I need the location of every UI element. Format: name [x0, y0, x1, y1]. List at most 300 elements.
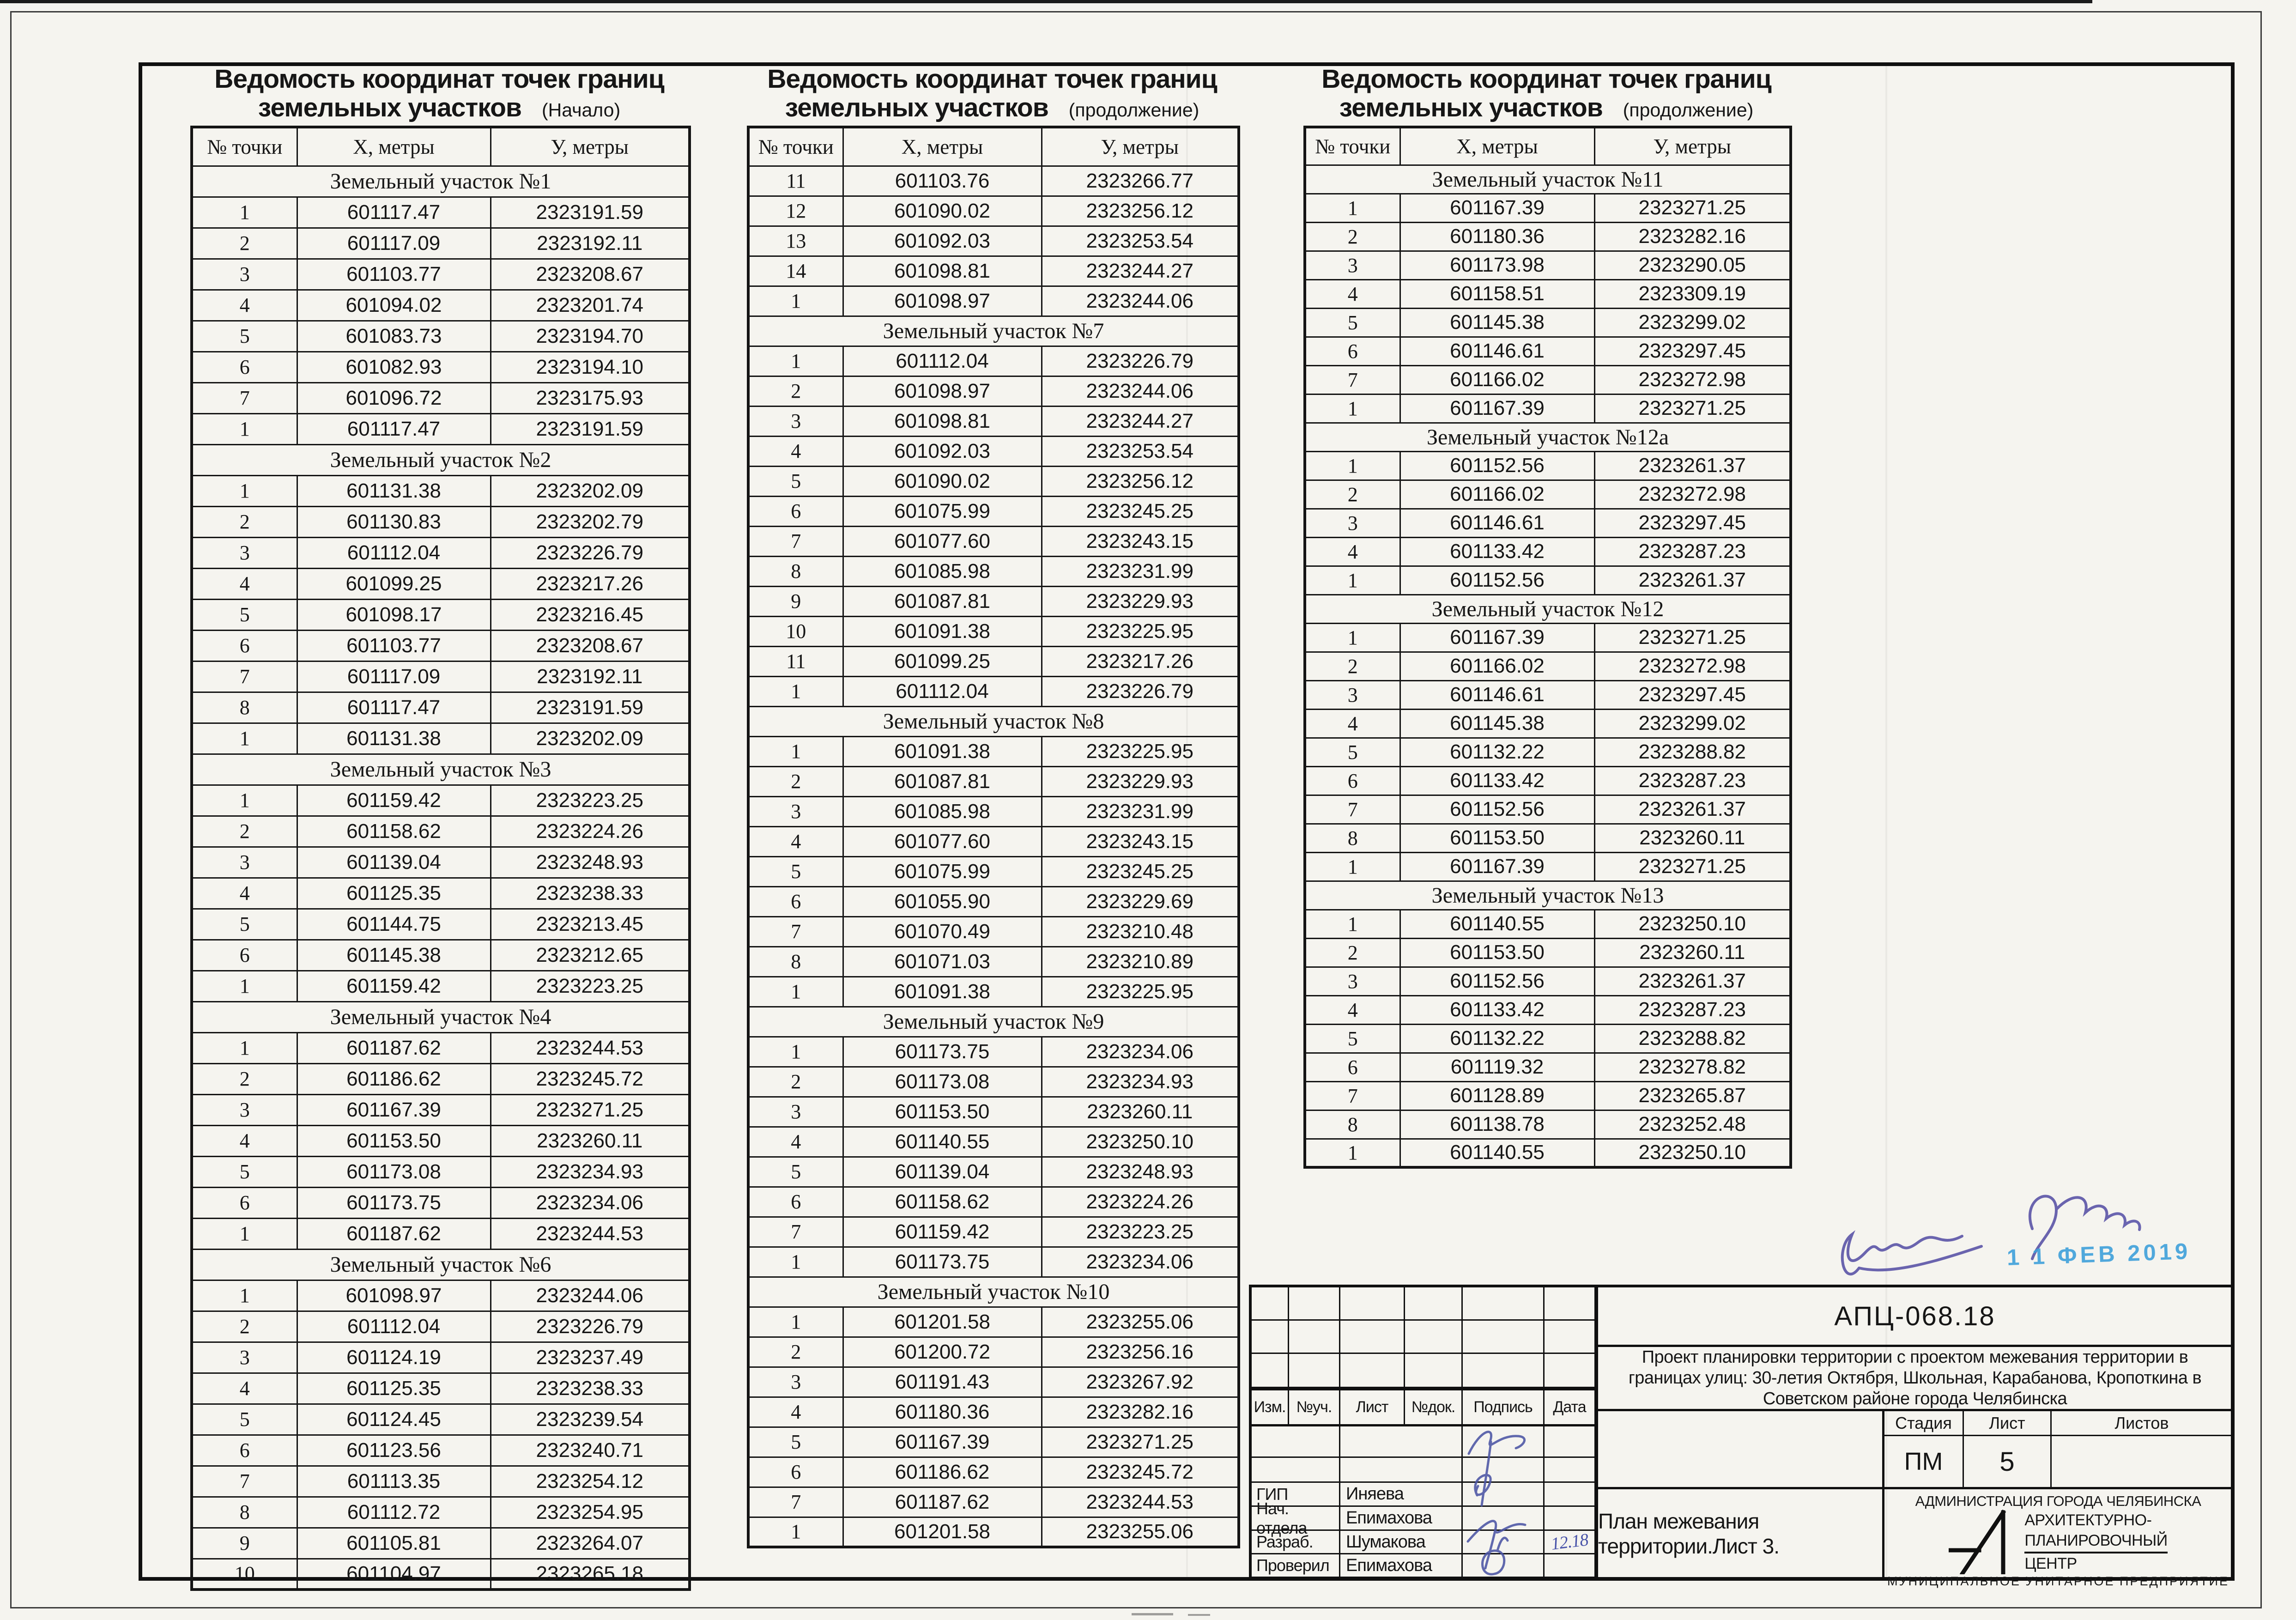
x-cell: 601125.35: [297, 1373, 491, 1404]
point-no-cell: 3: [192, 1342, 297, 1373]
coord-row: [192, 1156, 690, 1187]
x-cell: 601133.42: [1400, 995, 1594, 1024]
y-cell: 2323191.59: [491, 692, 690, 723]
x-cell: 601158.62: [297, 816, 491, 847]
coord-row: [192, 878, 690, 909]
x-cell: 601092.03: [843, 436, 1042, 466]
coord-row: [1305, 824, 1791, 852]
y-cell: 2323271.25: [1042, 1427, 1239, 1457]
x-cell: 601152.56: [1400, 795, 1594, 824]
x-cell: 601153.50: [297, 1125, 491, 1156]
y-cell: 2323226.79: [491, 537, 690, 568]
coord-row: [192, 1218, 690, 1249]
staff-role: Нач. отдела: [1252, 1507, 1340, 1531]
y-cell: 2323250.10: [1042, 1127, 1239, 1157]
table-title: [190, 65, 688, 126]
x-cell: 601173.75: [843, 1247, 1042, 1277]
x-cell: 601099.25: [843, 646, 1042, 676]
x-cell: 601091.38: [843, 977, 1042, 1007]
point-no-cell: 3: [192, 1094, 297, 1125]
point-no-cell: 4: [748, 826, 843, 856]
header-point-no: № точки: [1305, 127, 1400, 165]
coord-row: [748, 496, 1239, 526]
x-cell: 601091.38: [843, 616, 1042, 646]
table-title-line2: земельных участков: [258, 93, 521, 122]
point-no-cell: 6: [1305, 766, 1400, 795]
x-cell: 601132.22: [1400, 738, 1594, 766]
change-header-list: Лист: [1340, 1388, 1405, 1426]
x-cell: 601085.98: [843, 556, 1042, 586]
x-cell: 601167.39: [1400, 623, 1594, 652]
coords-table: [190, 126, 691, 1591]
x-cell: 601153.50: [1400, 824, 1594, 852]
x-cell: 601152.56: [1400, 451, 1594, 480]
section-title-row: [192, 754, 690, 785]
point-no-cell: 7: [192, 1466, 297, 1497]
point-no-cell: 8: [192, 692, 297, 723]
table-title-suffix: (Начало): [541, 99, 621, 121]
signature-cell: [1463, 1531, 1545, 1554]
point-no-cell: 3: [192, 537, 297, 568]
header-point-no: № точки: [192, 127, 297, 166]
x-cell: 601158.62: [843, 1187, 1042, 1217]
x-cell: 601167.39: [297, 1094, 491, 1125]
y-cell: 2323192.11: [491, 661, 690, 692]
section-title-row: [1305, 881, 1791, 910]
x-cell: 601124.19: [297, 1342, 491, 1373]
point-no-cell: 7: [748, 526, 843, 556]
point-no-cell: 2: [748, 1337, 843, 1367]
x-cell: 601112.72: [297, 1497, 491, 1528]
y-cell: 2323260.11: [491, 1125, 690, 1156]
x-cell: 601153.50: [843, 1097, 1042, 1127]
table-header-row: [748, 127, 1239, 166]
y-cell: 2323260.11: [1594, 938, 1791, 967]
change-header-izm: Изм.: [1252, 1388, 1289, 1426]
table-title-line1: Ведомость координат точек границ: [214, 64, 664, 94]
point-no-cell: 2: [1305, 652, 1400, 680]
sheets-label: Листов: [2052, 1411, 2232, 1436]
point-no-cell: 3: [748, 796, 843, 826]
table-title: [1303, 65, 1789, 126]
point-no-cell: 1: [1305, 194, 1400, 222]
x-cell: 601125.35: [297, 878, 491, 909]
y-cell: 2323290.05: [1594, 251, 1791, 279]
y-cell: 2323244.27: [1042, 406, 1239, 436]
x-cell: 601117.47: [297, 197, 491, 228]
point-no-cell: 10: [748, 616, 843, 646]
table-title-line2: земельных участков: [1339, 93, 1603, 122]
y-cell: 2323202.09: [491, 475, 690, 506]
y-cell: 2323234.93: [491, 1156, 690, 1187]
stage-value: ПМ: [1884, 1436, 1964, 1489]
sheet-value: 5: [1964, 1436, 2052, 1489]
coord-row: [748, 1097, 1239, 1127]
point-no-cell: 14: [748, 256, 843, 286]
x-cell: 601087.81: [843, 586, 1042, 616]
y-cell: 2323244.53: [491, 1218, 690, 1249]
x-cell: 601153.50: [1400, 938, 1594, 967]
coord-row: [748, 1157, 1239, 1187]
coord-row: [192, 909, 690, 940]
section-title: Земельный участок №6: [192, 1249, 690, 1280]
y-cell: 2323272.98: [1594, 365, 1791, 394]
y-cell: 2323253.54: [1042, 226, 1239, 256]
sheets-value: [2052, 1436, 2232, 1489]
section-title-row: [192, 1001, 690, 1032]
point-no-cell: 8: [1305, 1110, 1400, 1139]
section-title-row: [1305, 165, 1791, 194]
change-header-nuch: №уч.: [1289, 1388, 1340, 1426]
y-cell: 2323244.06: [1042, 286, 1239, 316]
x-cell: 601173.75: [297, 1187, 491, 1218]
y-cell: 2323250.10: [1594, 910, 1791, 938]
point-no-cell: 6: [1305, 337, 1400, 365]
coord-row: [748, 616, 1239, 646]
point-no-cell: 5: [1305, 308, 1400, 337]
coord-row: [748, 1187, 1239, 1217]
coord-row: [748, 1487, 1239, 1517]
coord-row: [748, 947, 1239, 977]
point-no-cell: 1: [192, 1280, 297, 1311]
y-cell: 2323244.53: [1042, 1487, 1239, 1517]
y-cell: 2323282.16: [1042, 1397, 1239, 1427]
point-no-cell: 6: [192, 1435, 297, 1466]
x-cell: 601104.97: [297, 1559, 491, 1590]
coord-row: [748, 916, 1239, 947]
point-no-cell: 1: [748, 286, 843, 316]
point-no-cell: 7: [748, 1487, 843, 1517]
coord-row: [748, 406, 1239, 436]
point-no-cell: 6: [748, 1187, 843, 1217]
y-cell: 2323278.82: [1594, 1053, 1791, 1081]
section-title-row: [1305, 595, 1791, 623]
y-cell: 2323264.07: [491, 1528, 690, 1559]
y-cell: 2323194.70: [491, 321, 690, 352]
y-cell: 2323261.37: [1594, 967, 1791, 995]
x-cell: 601159.42: [297, 971, 491, 1001]
x-cell: 601145.38: [1400, 709, 1594, 738]
staff-role: ГИП: [1252, 1483, 1340, 1507]
sheet-label: Лист: [1964, 1411, 2052, 1436]
y-cell: 2323265.18: [491, 1559, 690, 1590]
coord-row: [748, 1367, 1239, 1397]
header-y: У, метры: [1042, 127, 1239, 166]
change-table: [1252, 1287, 1596, 1578]
coord-row: [192, 630, 690, 661]
coord-row: [192, 723, 690, 754]
x-cell: 601117.47: [297, 692, 491, 723]
point-no-cell: 8: [748, 556, 843, 586]
x-cell: 601186.62: [843, 1457, 1042, 1487]
document-number: АПЦ-068.18: [1598, 1287, 2232, 1347]
y-cell: 2323225.95: [1042, 616, 1239, 646]
y-cell: 2323245.25: [1042, 496, 1239, 526]
x-cell: 601090.02: [843, 196, 1042, 226]
x-cell: 601166.02: [1400, 365, 1594, 394]
x-cell: 601117.47: [297, 413, 491, 444]
y-cell: 2323226.79: [1042, 676, 1239, 706]
coord-row: [748, 526, 1239, 556]
y-cell: 2323245.25: [1042, 856, 1239, 886]
coord-row: [192, 971, 690, 1001]
section-title: Земельный участок №10: [748, 1277, 1239, 1307]
point-no-cell: 12: [748, 196, 843, 226]
point-no-cell: 8: [1305, 824, 1400, 852]
y-cell: 2323244.06: [1042, 376, 1239, 406]
y-cell: 2323223.25: [491, 971, 690, 1001]
point-no-cell: 2: [192, 816, 297, 847]
point-no-cell: 4: [748, 1127, 843, 1157]
x-cell: 601144.75: [297, 909, 491, 940]
coord-row: [192, 413, 690, 444]
x-cell: 601098.97: [843, 376, 1042, 406]
coord-row: [192, 1528, 690, 1559]
x-cell: 601145.38: [297, 940, 491, 971]
coord-row: [192, 692, 690, 723]
x-cell: 601113.35: [297, 1466, 491, 1497]
point-no-cell: 5: [1305, 738, 1400, 766]
point-no-cell: 5: [748, 1427, 843, 1457]
coord-row: [748, 436, 1239, 466]
coord-row: [192, 847, 690, 878]
coord-row: [748, 196, 1239, 226]
point-no-cell: 5: [748, 466, 843, 496]
coord-row: [748, 1217, 1239, 1247]
section-title: Земельный участок №1: [192, 166, 690, 197]
section-title: Земельный участок №12а: [1305, 423, 1791, 451]
point-no-cell: 1: [1305, 394, 1400, 423]
point-no-cell: 8: [748, 947, 843, 977]
stage-label: Стадия: [1884, 1411, 1964, 1436]
point-no-cell: 9: [748, 586, 843, 616]
point-no-cell: 1: [192, 1218, 297, 1249]
section-title: Земельный участок №11: [1305, 165, 1791, 194]
y-cell: 2323223.25: [491, 785, 690, 816]
point-no-cell: 6: [748, 496, 843, 526]
x-cell: 601070.49: [843, 916, 1042, 947]
y-cell: 2323271.25: [1594, 852, 1791, 881]
point-no-cell: 2: [748, 766, 843, 796]
coord-row: [1305, 766, 1791, 795]
point-no-cell: 4: [192, 1125, 297, 1156]
point-no-cell: 2: [1305, 480, 1400, 509]
coord-row: [1305, 509, 1791, 537]
coord-row: [1305, 394, 1791, 423]
x-cell: 601105.81: [297, 1528, 491, 1559]
x-cell: 601094.02: [297, 290, 491, 321]
point-no-cell: 3: [1305, 251, 1400, 279]
coord-row: [1305, 1110, 1791, 1139]
point-no-cell: 5: [192, 599, 297, 630]
x-cell: 601146.61: [1400, 509, 1594, 537]
coord-row: [1305, 308, 1791, 337]
coord-row: [1305, 795, 1791, 824]
x-cell: 601124.45: [297, 1404, 491, 1435]
y-cell: 2323261.37: [1594, 451, 1791, 480]
y-cell: 2323271.25: [1594, 194, 1791, 222]
y-cell: 2323191.59: [491, 197, 690, 228]
x-cell: 601128.89: [1400, 1081, 1594, 1110]
y-cell: 2323217.26: [1042, 646, 1239, 676]
title-block: [1249, 1285, 2235, 1588]
y-cell: 2323229.93: [1042, 586, 1239, 616]
point-no-cell: 7: [1305, 365, 1400, 394]
header-x: Х, метры: [1400, 127, 1594, 165]
table-title: [747, 65, 1237, 126]
y-cell: 2323256.12: [1042, 466, 1239, 496]
section-title: Земельный участок №3: [192, 754, 690, 785]
coord-row: [1305, 222, 1791, 251]
change-header-data: Дата: [1545, 1388, 1596, 1426]
staff-name: Иняева: [1340, 1483, 1463, 1507]
point-no-cell: 1: [1305, 1139, 1400, 1167]
coord-row: [748, 466, 1239, 496]
point-no-cell: 4: [748, 1397, 843, 1427]
x-cell: 601145.38: [1400, 308, 1594, 337]
point-no-cell: 1: [192, 785, 297, 816]
change-header-ndok: №док.: [1405, 1388, 1463, 1426]
signature-cell: [1463, 1483, 1545, 1507]
coord-row: [1305, 680, 1791, 709]
table-title-line2: земельных участков: [785, 93, 1048, 122]
apc-logo-icon: [1949, 1510, 2018, 1574]
y-cell: 2323234.06: [1042, 1037, 1239, 1067]
coord-row: [192, 321, 690, 352]
x-cell: 601167.39: [1400, 852, 1594, 881]
coord-row: [192, 1559, 690, 1590]
coord-row: [1305, 279, 1791, 308]
y-cell: 2323253.54: [1042, 436, 1239, 466]
y-cell: 2323254.95: [491, 1497, 690, 1528]
x-cell: 601077.60: [843, 826, 1042, 856]
y-cell: 2323245.72: [491, 1063, 690, 1094]
coord-row: [192, 1094, 690, 1125]
x-cell: 601166.02: [1400, 480, 1594, 509]
point-no-cell: 2: [1305, 222, 1400, 251]
y-cell: 2323194.10: [491, 352, 690, 382]
scan-mark: [1132, 1613, 1173, 1615]
point-no-cell: 1: [1305, 910, 1400, 938]
coord-row: [192, 1063, 690, 1094]
coord-row: [748, 1247, 1239, 1277]
coord-row: [1305, 709, 1791, 738]
x-cell: 601083.73: [297, 321, 491, 352]
coord-row: [748, 1427, 1239, 1457]
point-no-cell: 3: [192, 259, 297, 290]
point-no-cell: 7: [748, 916, 843, 947]
coord-row: [192, 1280, 690, 1311]
x-cell: 601173.75: [843, 1037, 1042, 1067]
coord-row: [1305, 566, 1791, 595]
y-cell: 2323226.79: [1042, 346, 1239, 376]
point-no-cell: 3: [1305, 680, 1400, 709]
x-cell: 601167.39: [1400, 394, 1594, 423]
point-no-cell: 5: [192, 321, 297, 352]
y-cell: 2323240.71: [491, 1435, 690, 1466]
x-cell: 601133.42: [1400, 537, 1594, 566]
x-cell: 601139.04: [297, 847, 491, 878]
coord-row: [192, 1187, 690, 1218]
x-cell: 601133.42: [1400, 766, 1594, 795]
point-no-cell: 6: [748, 1457, 843, 1487]
x-cell: 601132.22: [1400, 1024, 1594, 1053]
coord-row: [192, 785, 690, 816]
point-no-cell: 1: [748, 1247, 843, 1277]
x-cell: 601103.77: [297, 259, 491, 290]
point-no-cell: 7: [192, 382, 297, 413]
scan-mark: [1188, 1614, 1210, 1616]
signature-cell: [1463, 1507, 1545, 1531]
coords-table: [747, 126, 1240, 1548]
y-cell: 2323265.87: [1594, 1081, 1791, 1110]
point-no-cell: 1: [748, 736, 843, 766]
point-no-cell: 1: [1305, 566, 1400, 595]
y-cell: 2323288.82: [1594, 1024, 1791, 1053]
coord-row: [192, 506, 690, 537]
coord-row: [748, 586, 1239, 616]
coord-row: [192, 382, 690, 413]
y-cell: 2323213.45: [491, 909, 690, 940]
y-cell: 2323210.89: [1042, 947, 1239, 977]
x-cell: 601098.97: [843, 286, 1042, 316]
coord-row: [192, 537, 690, 568]
point-no-cell: 4: [192, 568, 297, 599]
coord-row: [1305, 995, 1791, 1024]
y-cell: 2323192.11: [491, 228, 690, 259]
coord-row: [748, 286, 1239, 316]
y-cell: 2323244.06: [491, 1280, 690, 1311]
coord-row: [748, 1397, 1239, 1427]
header-x: Х, метры: [843, 127, 1042, 166]
coord-row: [1305, 910, 1791, 938]
header-y: У, метры: [1594, 127, 1791, 165]
coord-row: [192, 1032, 690, 1063]
point-no-cell: 5: [192, 909, 297, 940]
x-cell: 601098.81: [843, 256, 1042, 286]
coord-row: [748, 226, 1239, 256]
revision-cell: [1252, 1321, 1289, 1354]
point-no-cell: 11: [748, 166, 843, 196]
y-cell: 2323261.37: [1594, 795, 1791, 824]
title-block-right: [1596, 1287, 2232, 1588]
x-cell: 601187.62: [297, 1032, 491, 1063]
change-header-podpis: Подпись: [1463, 1388, 1545, 1426]
header-x: Х, метры: [297, 127, 491, 166]
point-no-cell: 8: [192, 1497, 297, 1528]
y-cell: 2323297.45: [1594, 680, 1791, 709]
coord-row: [1305, 852, 1791, 881]
staff-role: Проверил: [1252, 1554, 1340, 1578]
coords-column-start: [190, 65, 688, 1591]
x-cell: 601117.09: [297, 228, 491, 259]
x-cell: 601159.42: [843, 1217, 1042, 1247]
coord-row: [1305, 652, 1791, 680]
point-no-cell: 13: [748, 226, 843, 256]
coords-column-continue-2: [1303, 65, 1789, 1169]
y-cell: 2323201.74: [491, 290, 690, 321]
x-cell: 601173.08: [843, 1067, 1042, 1097]
y-cell: 2323299.02: [1594, 709, 1791, 738]
coord-row: [192, 661, 690, 692]
y-cell: 2323272.98: [1594, 652, 1791, 680]
organization-name: АРХИТЕКТУРНО- ПЛАНИРОВОЧНЫЙ ЦЕНТР: [2024, 1511, 2168, 1572]
y-cell: 2323210.48: [1042, 916, 1239, 947]
x-cell: 601112.04: [843, 676, 1042, 706]
y-cell: 2323244.53: [491, 1032, 690, 1063]
coord-row: [192, 599, 690, 630]
x-cell: 601092.03: [843, 226, 1042, 256]
